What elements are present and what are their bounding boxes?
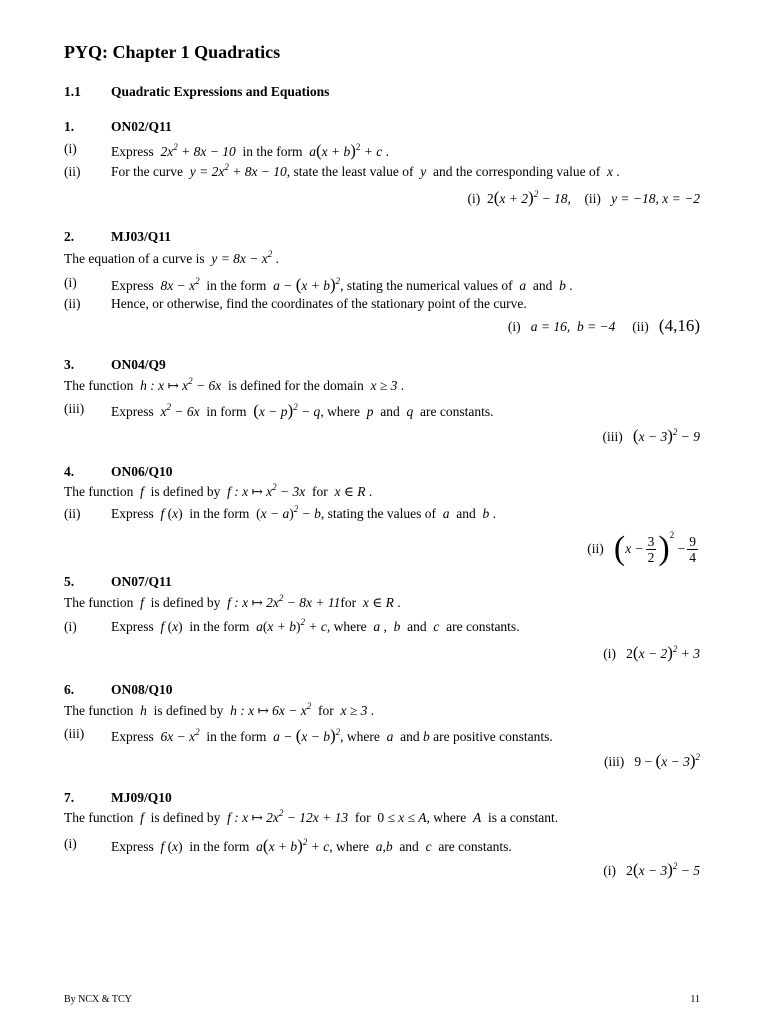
question-6-part-iii — [0, 726, 768, 748]
question-code: MJ03/Q11 — [111, 229, 171, 244]
question-1-header — [0, 119, 768, 141]
part-label: (ii) — [64, 164, 81, 179]
question-code: MJ09/Q10 — [111, 790, 172, 805]
question-7-part-i — [0, 836, 768, 858]
question-text: The equation of a curve is $y = 8x - x^2$ . — [64, 249, 280, 266]
question-7-header — [0, 790, 768, 812]
question-code: ON06/Q10 — [111, 464, 173, 479]
question-2-intro — [0, 251, 768, 273]
question-2-answer — [0, 316, 768, 338]
part-label: (ii) — [64, 506, 81, 521]
part-text: Express f (x) in the form $(x - a)^2 - b$, stating the values of a and b . — [111, 504, 496, 521]
answer: (i) a = 16, b = −4 (ii) (4,16) — [507, 316, 700, 335]
question-4-answer — [0, 530, 768, 570]
section-title: Quadratic Expressions and Equations — [111, 84, 330, 99]
part-text: Express $x^2 - 6x$ in form $(x - p)^2 - q$, where p and q are constants. — [111, 401, 494, 420]
answer: (i) $2(x + 2)^2 - 18$, (ii) y = −18, x = −2 — [467, 188, 700, 207]
question-6-answer — [0, 751, 768, 773]
part-label: (iii) — [64, 726, 85, 741]
part-text: Express $2x^2 + 8x - 10$ in the form $a(x + b)^2 + c$ . — [111, 141, 390, 160]
question-text: The function h is defined by h : x ↦ $6x - x^2$ for x ≥ 3 . — [64, 701, 375, 718]
question-2-part-i — [0, 275, 768, 297]
part-label: (i) — [64, 275, 77, 290]
question-number: 6. — [64, 682, 75, 697]
question-code: ON02/Q11 — [111, 119, 172, 134]
question-7-answer — [0, 860, 768, 882]
question-4-part-ii — [0, 506, 768, 528]
question-number: 1. — [64, 119, 75, 134]
question-code: ON08/Q10 — [111, 682, 173, 697]
part-label: (ii) — [64, 296, 81, 311]
question-5-part-i — [0, 619, 768, 641]
answer: (iii) $9 - (x - 3)^2$ — [604, 751, 700, 770]
part-label: (i) — [64, 141, 77, 156]
question-4-intro — [0, 484, 768, 506]
question-1-answer — [0, 188, 768, 210]
part-text: Express f (x) in the form $a(x + b)^2 + c$, where a , b and c are constants. — [111, 617, 520, 634]
question-2-header — [0, 229, 768, 251]
question-3-intro — [0, 378, 768, 400]
question-text: The function f is defined by f : x ↦ $x^2 - 3x$ for x ∈ R . — [64, 482, 373, 499]
question-4-header — [0, 464, 768, 486]
question-number: 3. — [64, 357, 75, 372]
question-1-part-ii — [0, 164, 768, 186]
question-code: ON04/Q9 — [111, 357, 166, 372]
section-number: 1.1 — [64, 84, 81, 99]
question-5-intro — [0, 595, 768, 617]
part-label: (i) — [64, 619, 77, 634]
question-6-header — [0, 682, 768, 704]
part-text: For the curve $y = 2x^2 + 8x - 10$, state the least value of y and the corresponding value of x . — [111, 162, 620, 179]
answer: (ii) (x − $\frac{3}{2}$ )$^2$ − $\frac{9}{4}$ — [587, 530, 696, 567]
question-3-part-iii — [0, 401, 768, 423]
question-5-header — [0, 574, 768, 596]
question-number: 5. — [64, 574, 75, 589]
question-text: The function f is defined by f : x ↦ $2x^2 - 8x + 11for$ x ∈ R . — [64, 593, 401, 610]
page-title: PYQ: Chapter 1 Quadratics — [64, 42, 281, 62]
part-text: Hence, or otherwise, find the coordinates of the stationary point of the curve. — [111, 296, 527, 311]
question-7-intro — [0, 810, 768, 832]
part-text: Express f (x) in the form $a(x + b)^2 + c$, where a,b and c are constants. — [111, 836, 512, 855]
answer: (iii) $(x - 3)^2 - 9$ — [602, 426, 700, 445]
answer: (i) $2(x - 2)^2 + 3$ — [603, 643, 700, 662]
part-label: (i) — [64, 836, 77, 851]
part-text: Express $8x - x^2$ in the form $a - (x + b)^2$, stating the numerical values of a and b . — [111, 275, 573, 294]
question-code: ON07/Q11 — [111, 574, 172, 589]
question-6-intro — [0, 703, 768, 725]
question-text: The function f is defined by f : x ↦ $2x^2 - 12x + 13$ for 0 ≤ x ≤ A, where A is a constant. — [64, 808, 559, 825]
page-number: 11 — [690, 994, 700, 1005]
question-3-header — [0, 357, 768, 379]
part-text: Express $6x - x^2$ in the form $a - (x - b)^2$, where a and b are positive constants. — [111, 726, 553, 745]
question-2-part-ii — [0, 296, 768, 318]
question-5-answer — [0, 643, 768, 665]
question-text: The function h : x ↦ $x^2 - 6x$ is defined for the domain x ≥ 3 . — [64, 376, 405, 393]
part-label: (iii) — [64, 401, 85, 416]
answer: (i) $2(x - 3)^2 - 5$ — [603, 860, 700, 879]
question-1-part-i — [0, 141, 768, 163]
question-3-answer — [0, 426, 768, 448]
footer-author: By NCX & TCY — [64, 994, 132, 1005]
question-number: 7. — [64, 790, 75, 805]
question-number: 2. — [64, 229, 75, 244]
question-number: 4. — [64, 464, 75, 479]
